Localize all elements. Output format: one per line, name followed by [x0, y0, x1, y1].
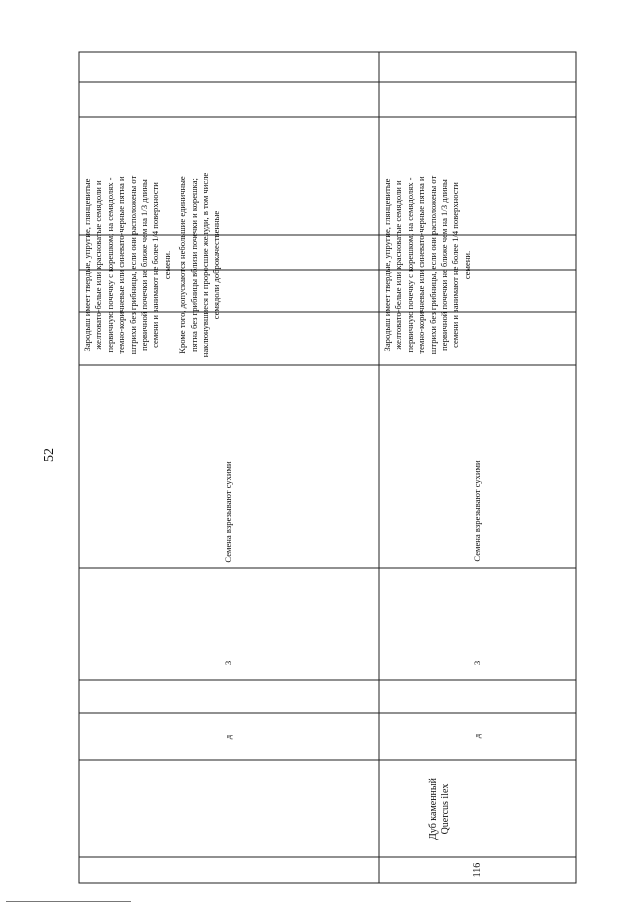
- prev-row-code: д: [223, 734, 234, 740]
- prev-row-description: [80, 168, 378, 362]
- row-116-description: Зародыш имеет твердые, упругие, глянцевитые желтовато-белые или красноватые семядоли и первичную почечку с корешком; на семядолях - темно-коричневые или синевато-черные пятна и штрихи без грибницы, если они расположены от первичной почечки не ближе чем на 1/3 длины семени и занимают не более 1/4 поверхности семени.: [382, 175, 472, 355]
- page-number: 52: [42, 448, 57, 462]
- row-116-species: Дуб каменный Quercus ilex: [428, 778, 451, 840]
- prev-row-description-main: Зародыш имеет твердые, упругие, глянцевитые желтовато-белые или красноватые семядоли и первичную почечку с корешком; на семядолях - темно-коричневые или синевато-черные пятна и штрихи без грибницы, если они расположены от первичной почечки не ближе чем на 1/3 длины семени и занимают не более 1/4 поверхности семени.: [82, 175, 172, 355]
- row-116-code: д: [471, 733, 482, 739]
- prev-row-description-extra: Кроме того, допускаются небольшие единичные пятна без грибницы вблизи почечки и корешка; наклюнувшиеся и проросшие желуди, в том числе семядоли доброкачественные: [177, 172, 222, 358]
- row-116-grade: 3: [471, 660, 482, 666]
- footer-rule: [6, 901, 131, 902]
- prev-row-grade: 3: [223, 660, 234, 666]
- row-116-condition: Семена взрезывают сухими: [471, 460, 482, 562]
- row-116-number: 116: [471, 862, 483, 878]
- prev-row-condition: Семена взрезывают сухими: [223, 461, 234, 563]
